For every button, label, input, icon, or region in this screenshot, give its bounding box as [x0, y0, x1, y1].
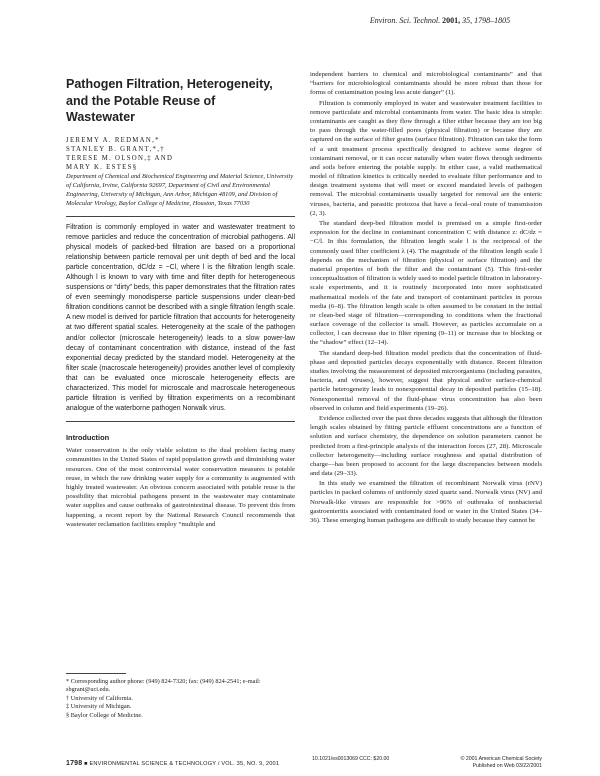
footer-copyright: © 2001 American Chemical Society	[460, 756, 542, 762]
abstract-divider-bottom	[66, 421, 295, 422]
footnotes	[66, 673, 295, 720]
author-name: TERESE M. OLSON,‡ AND	[66, 154, 174, 162]
footer-publish-date: Published on Web 03/22/2001	[472, 763, 542, 769]
footer-bullet: ■	[84, 761, 88, 767]
left-column	[66, 70, 295, 529]
body-paragraph: The standard deep-bed filtration model is premised on a simple first-order expression for the decline in contaminant concentration C with distance z: dC/dz = −C/l. In this formulation, the filtration length scale l is the reciprocal of the commonly used filter coefficient λ (4). The magnitude of the filtration length scale l depends on the mechanism of filtration (physical or surface filtration) and the material properties of both the filter and the contaminant (5). This first-order conceptualization of filtration is widely used to model particle filtration in laboratory-scale experiments, and it is routinely incorporated into more sophisticated mathematical models of the fate and transport of contaminant particles in porous media (6–8). The filtration length scale is often assumed to be constant in the initial or clean-bed stage of filtration—corresponding to conditions when the fractional surface coverage of the collector is small. However, as particles accumulate on a collector, l can decrease due to filter ripening (9–11) or increase due to blocking or the “shadow” effect (12–14).	[310, 220, 542, 347]
body-paragraph: Evidence collected over the past three decades suggests that although the filtration length scales obtained by fitting particle effluent concentrations are a function of solution and surface chemistry, the dependence on solution parameters cannot be predicted from a first-principle analysis of the interaction forces (27, 28). Microscale collector heterogeneity—including surface roughness and spatial distribution of charge—has been proposed to account for the large discrepancies between models and data (29–33).	[310, 414, 542, 478]
journal-pages: 1798–1805	[474, 16, 511, 25]
affiliations: Department of Chemical and Biochemical Engineering and Material Science, University of California, Irvine, California 92697, Department of Civil and Environmental Engineering, University of Michigan, Ann Arbor, Michigan 48109, and Division of Molecular Virology, Baylor College of Medicine, Houston, Texas 77030	[66, 173, 294, 207]
body-paragraph: independent barriers to chemical and microbiological contaminants” and that “barriers for microbiological contaminants should be more robust than those for forms of contamination posing less acute danger” (1).	[310, 71, 542, 97]
author-list	[66, 136, 295, 173]
section-heading-introduction: Introduction	[66, 433, 110, 443]
author-name: MARY K. ESTES§	[66, 164, 138, 172]
body-paragraph: In this study we examined the filtration of recombinant Norwalk virus (rNV) particles in packed columns of uniformly sized quartz sand. Norwalk virus (NV) and Norwalk-like viruses are responsible for >96% of outbreaks of nonbacterial gastroenteritis associated with contaminated food or water in the United States (34–36). These emerging human pathogens are difficult to study because they cannot be	[310, 480, 542, 524]
journal-name: Environ. Sci. Technol.	[369, 16, 441, 25]
footer-copyright-block	[420, 756, 542, 770]
intro-paragraph: Water conservation is the only viable solution to the dual problem facing many communities in the United States of rapid population growth and diminishing water resources. One of the most controversial water conservation measures is potable reuse, in which the raw drinking water supply for a community is augmented with highly treated wastewater. An obvious concern associated with potable reuse is the possibility that microbial pathogens present in the wastewater may contaminate water supplies and cause outbreaks of gastrointestinal disease. To prevent this from happening, a recent report by the National Research Council recommends that wastewater reclamation facilities employ “multiple and	[66, 447, 295, 528]
right-column	[310, 70, 542, 526]
page-number: 1798	[66, 760, 83, 767]
author-name: STANLEY B. GRANT,*,†	[66, 145, 165, 153]
body-paragraph: The standard deep-bed filtration model predicts that the concentration of fluid-phase and deposited particles decays exponentially with distance. Recent filtration studies involving the measurement of deposited microorganisms (including parasites, bacteria, and viruses), however, suggest that physical and/or surface-chemical particle heterogeneity leads to nonexponential decay in deposited particles (15–18). Nonexponential removal of the fluid-phase virus concentration has also been observed in column and field experiments (19–26).	[310, 349, 542, 412]
journal-year: 2001,	[442, 16, 461, 25]
journal-volume: 35,	[462, 16, 473, 25]
footer-doi-block	[312, 756, 432, 763]
footnote-divider	[66, 673, 126, 674]
abstract-divider	[66, 216, 295, 217]
body-paragraph: Filtration is commonly employed in water and wastewater treatment facilities to remove particulate and microbial contaminants from water. The basic idea is simple: contaminants are caught as they flow through a filter either because they are too big to pass through the water-filled pores (physical filtration) or because they are captured on the surface of filter grains (surface filtration). Filtration can take the form of a unit treatment process specifically designed to achieve some degree of contaminant removal, or it can occur naturally when water flows through sediments and soils before entering the potable supply. In either case, a valid mathematical model of filtration kinetics is critically needed to evaluate filter performance and to design treatment systems that will meet or exceed mandated levels of pathogen removal. The microbial contaminants usually targeted for removal are the enteric viruses, bacteria, and parasitic protozoa that have a fecal–oral route of transmission (2, 3).	[310, 99, 542, 217]
author-name: JEREMY A. REDMAN,*	[66, 136, 160, 144]
article-title	[66, 76, 295, 126]
title-line: and the Potable Reuse of	[66, 93, 216, 108]
title-line: Pathogen Filtration, Heterogeneity,	[66, 77, 273, 91]
journal-header	[310, 16, 570, 25]
abstract: Filtration is commonly employed in water and wastewater treatment to remove particles and reduce the concentration of microbial pathogens. All physical models of packed-bed filtration are based on a proportional relationship between particle removal per unit depth of bed and the local particle concentration, dC/dz = −Cl, where l is the filtration length scale. Although l is known to vary with time and filter depth for heterogeneous suspensions or “dirty” beds, this paper demonstrates that the filtration rates of even seemingly monodisperse particle suspensions under clean-bed filtration conditions cannot be described with a single filtration length scale. A new model is derived for particle filtration that accounts for heterogeneity at two different spatial scales. Heterogeneity at the scale of the pathogen and/or collector (microscale heterogeneity) leads to a slow power-law decay of contaminant concentration with distance, instead of the fast exponential decay predicted by the standard model. Heterogeneity at the filter scale (macroscale heterogeneity) provides another level of complexity that can be evaluated once microscale heterogeneity effects are characterized. This model for microscale and macroscale heterogeneous particle filtration is verified by filtration experiments on a recombinant analogue of the waterborne pathogen Norwalk virus.	[66, 223, 295, 413]
footnote: ‡ University of Michigan.	[66, 703, 132, 711]
footnote: † University of California.	[66, 694, 133, 702]
title-line: Wastewater	[66, 110, 136, 124]
footer-doi: 10.1021/es0013069 CCC: $20.00	[312, 756, 390, 762]
footer-journal: ENVIRONMENTAL SCIENCE & TECHNOLOGY / VOL. 35, NO. 9, 2001	[89, 761, 280, 767]
footnote: § Baylor College of Medicine.	[66, 711, 143, 719]
footnote: * Corresponding author phone: (949) 824-7320; fax: (949) 824-2541; e-mail: sbgrant@uci.edu.	[66, 678, 261, 694]
